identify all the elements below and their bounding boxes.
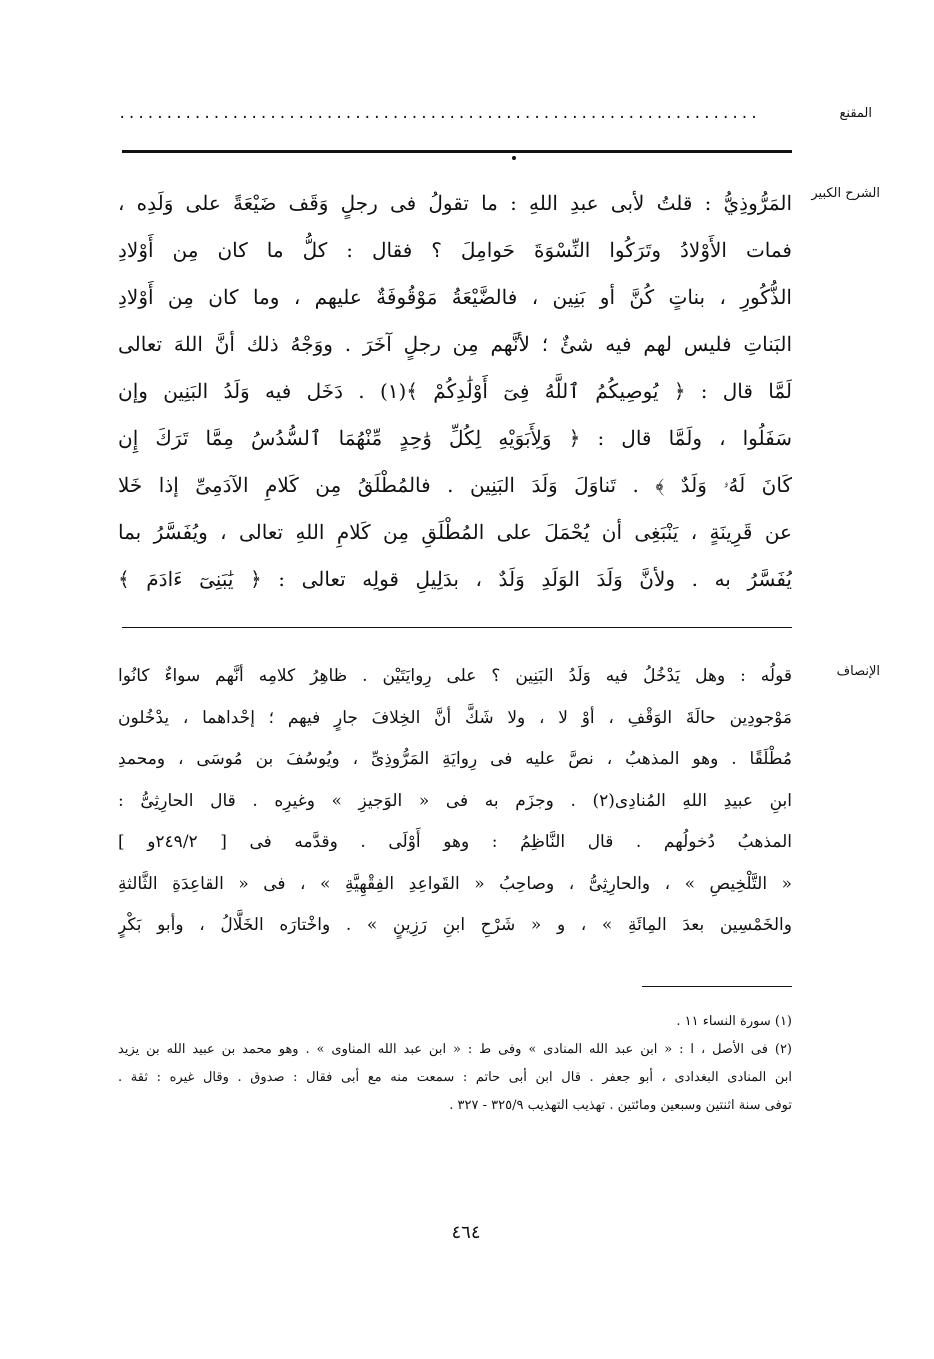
insaf-line: والخَمْسِين بعدَ المِائَةِ » ، و « شَرْحِ ابنِ رَزِينٍ » . واخْتارَه الخَلَّالُ ، وأبو بَكْرٍ (118, 915, 792, 935)
footnote-2-line: توفى سنة اثنتين وسبعين ومائتين . تهذيب التهذيب ٣٢٥/٩ - ٣٢٧ . (449, 1098, 792, 1113)
footnotes (118, 1008, 792, 1120)
insaf-line: قولُه : وهل يَدْخُلُ فيه وَلَدُ البَنِين ؟ على رِوايَتَيْن . ظاهِرُ كلامِه أنَّهم سواءٌ كانُوا (118, 666, 792, 686)
page-number: ٤٦٤ (451, 1222, 481, 1243)
sharh-text (118, 180, 792, 603)
sharh-line: عن قَرِينَةٍ ، يَنْبَغِى أن يُحْمَلَ على المُطْلَقِ مِن كَلامِ اللهِ تعالى ، ويُفَسَّرُ بما (118, 520, 792, 544)
sharh-line: المَرُّوذِيُّ : قلتُ لأبى عبدِ اللهِ : ما تقولُ فى رجلٍ وَقَف ضَيْعَةً على وَلَدِه ، (118, 191, 792, 215)
sharh-line: الذُّكُورِ ، بناتٍ كُنَّ أو بَنِين ، فالضَّيْعَةُ مَوْقُوفَةٌ عليهم ، وما كان مِن أَوْلادِ (118, 285, 792, 309)
sharh-line: سَفَلُوا ، ولَمَّا قال : ﴿ وَلِأَبَوَيْهِ لِكُلِّ وَٰحِدٍ مِّنْهُمَا ٱلسُّدُسُ مِمَّا تَرَكَ إِن (118, 426, 792, 450)
footnote-1: (١) سورة النساء ١١ . (676, 1014, 792, 1029)
sharh-line: البَناتِ فليس لهم فيه شئٌ ؛ لأنَّهم مِن رجلٍ آخَرَ . ووَجْهُ ذلك أنَّ اللهَ تعالى (118, 332, 792, 356)
decorative-dot (512, 156, 516, 160)
section-label-insaf: الإنصاف (836, 664, 880, 679)
header-dot-leader: .................................................................... (118, 106, 760, 122)
insaf-line: ابنِ عبيدِ اللهِ المُنادِى(٢) . وجزَم به فى « الوَجيزِ » وغيرِه . قال الحارِثِىُّ : (118, 790, 792, 811)
footnote-2-line: ابن المنادى البغدادى ، أبو جعفر . قال ابن أبى حاتم : سمعت منه مع أبى فقال : صدوق . وقال غيره : ثقة . (118, 1070, 792, 1085)
section-label-sharh: الشرح الكبير (811, 186, 880, 201)
insaf-line: مَوْجودِين حالَةَ الوَقْفِ ، أوْ لا ، ولا شَكَّ أنَّ الخِلافَ جارٍ فيهم ؛ إحْداهما ، يدْخُلون (118, 707, 792, 728)
insaf-line: المذهبُ دُخولُهم . قال النَّاظِمُ : وهو أَوْلَى . وقدَّمه فى [ ٢٤٩/٢و ] (118, 832, 792, 852)
insaf-text (118, 656, 792, 947)
section-divider (122, 627, 792, 628)
header-rule (122, 150, 792, 153)
header-title: المقنع (839, 106, 872, 121)
footnote-divider (642, 986, 792, 987)
sharh-line: كَانَ لَهُۥ وَلَدٌ ﴾ . تَناوَلَ وَلَدَ البَنِين . فالمُطْلَقُ مِن كَلامِ الآدَمِىِّ إذا خَلا (118, 473, 792, 497)
insaf-line: مُطْلَقًا . وهو المذهبُ ، نصَّ عليه فى رِوايَةِ المَرُّوذِىِّ ، ويُوسُفَ بن مُوسَى ، ومحمدِ (118, 749, 792, 769)
insaf-line: « التَّلْخِيصِ » ، والحارِثِىُّ ، وصاحِبُ « القَواعِدِ الفِقْهِيَّةِ » ، فى « القاعِدَةِ الثَّالثةِ (118, 873, 792, 894)
sharh-line: فمات الأَوْلادُ وتَرَكُوا النِّسْوَةَ حَوامِلَ ؟ فقال : كلُّ ما كان مِن أَوْلادِ (118, 238, 792, 262)
footnote-2-line: (٢) فى الأصل ، ا : « ابن عبد الله المنادى » وفى ط : « ابن عبد الله المناوى » . وهو محمد بن عبيد الله بن يزيد (118, 1042, 792, 1057)
sharh-line: لَمَّا قال : ﴿ يُوصِيكُمُ ٱللَّهُ فِىٓ أَوْلَٰدِكُمْ ﴾(١) . دَخَل فيه وَلَدُ البَنِين وإن (118, 379, 792, 403)
sharh-line: يُفَسَّرُ به . ولأنَّ وَلَدَ الوَلَدِ وَلَدٌ ، بدَلِيلِ قولِه تعالى : ﴿ يَٰبَنِىٓ ءَادَمَ ﴾ (118, 567, 792, 591)
